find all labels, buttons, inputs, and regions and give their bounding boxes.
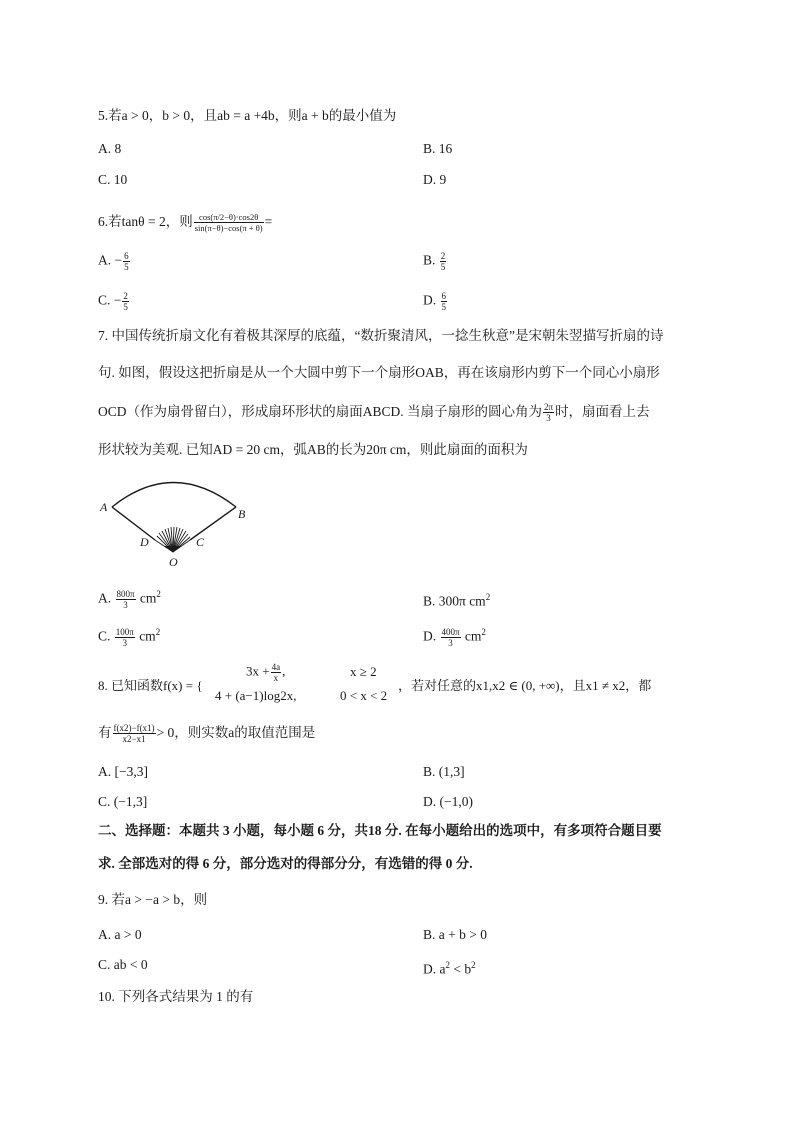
q9-option-d-label: D. a	[423, 961, 446, 977]
q7-option-a-unit: cm	[139, 590, 157, 606]
q6-option-d-num: 6	[441, 291, 446, 301]
q7-line-1: 7. 中国传统折扇文化有着极其深厚的底蕴，“数折聚清风，一捻生秋意”是宋朝朱翌描写折扇的诗	[98, 328, 664, 343]
figure-label-c: C	[196, 535, 205, 549]
q8-line-2-prefix: 有	[98, 725, 112, 740]
q6-option-c-fraction	[122, 291, 129, 312]
q10-stem: 10. 下列各式结果为 1 的有	[98, 989, 254, 1004]
q6-option-c-den: 5	[123, 302, 128, 312]
q6-option-b-den: 5	[440, 262, 446, 272]
q7-option-c-label: C.	[98, 628, 114, 644]
q7-line-2: 句. 如图，假设这把折扇是从一个大圆中剪下一个扇形OAB，再在该扇形内剪下一个同心小扇形	[98, 365, 660, 380]
q7-option-a-num: 800π	[116, 588, 135, 599]
q7-option-c-num: 100π	[115, 626, 134, 637]
q6-option-d-den: 5	[441, 302, 446, 312]
figure-label-b: B	[238, 507, 246, 521]
q6-option-d-fraction	[441, 291, 448, 312]
q8-option-d: D. (−1,0)	[423, 794, 473, 809]
q5-option-a: A. 8	[98, 141, 122, 156]
figure-label-a: A	[100, 500, 108, 514]
q7-option-d	[423, 624, 486, 648]
q6-option-c-label: C. −	[98, 292, 122, 308]
q8-case-1-condition: x ≥ 2	[350, 664, 377, 679]
q7-line-3-tail: 时，扇面看上去	[555, 404, 650, 419]
q6-option-a-num: 6	[124, 251, 129, 261]
arc-ab	[112, 483, 236, 508]
q7-option-d-unit: cm	[464, 628, 482, 644]
q6-option-c-num: 2	[123, 291, 128, 301]
q7-option-b-label: B. 300π cm	[423, 593, 486, 609]
figure-label-o: O	[169, 555, 178, 569]
q5-option-d: D. 9	[423, 172, 447, 187]
q8-case-1-fraction	[271, 662, 282, 683]
q7-option-c-unit: cm	[139, 628, 156, 644]
q7-angle-fraction	[543, 402, 554, 423]
q7-option-a-den: 3	[123, 599, 128, 610]
q6-option-c	[98, 291, 130, 312]
q6-option-a	[98, 251, 131, 272]
q7-option-a	[98, 586, 161, 610]
q7-option-b	[423, 589, 490, 610]
q6-prefix: 6.若tanθ = 2，则	[98, 214, 193, 229]
q8-line-2-text: > 0，则实数a的取值范围是	[156, 725, 316, 740]
fan-pivot	[164, 546, 182, 552]
q6-option-d	[423, 291, 448, 312]
q9-option-d-exp-b: 2	[471, 960, 476, 970]
q7-option-b-exp: 2	[485, 592, 491, 602]
q6-option-a-label: A. −	[98, 252, 123, 268]
q9-option-d	[423, 957, 476, 978]
q8-case-2-expr: 4 + (a−1)log2x,	[215, 688, 297, 703]
q7-option-c	[98, 624, 160, 648]
folding-fan-figure	[98, 470, 263, 570]
q7-option-d-fraction	[441, 627, 461, 648]
q7-angle-den: 3	[546, 413, 551, 424]
q6-option-b	[423, 251, 447, 272]
q5-option-b: B. 16	[423, 141, 453, 156]
q8-difference-quotient-num: f(x2)−f(x1)	[113, 723, 155, 734]
q8-case-2-condition: 0 < x < 2	[340, 688, 388, 703]
q8-prefix: 8. 已知函数f(x) = {	[98, 678, 203, 693]
figure-label-d: D	[140, 535, 149, 549]
q5-option-c: C. 10	[98, 172, 128, 187]
q5-stem: 5.若a > 0，b > 0，且ab = a +4b，则a + b的最小值为	[98, 108, 397, 123]
q6-option-a-den: 5	[124, 262, 129, 272]
q7-line-4: 形状较为美观. 已知AD = 20 cm，弧AB的长为20π cm，则此扇面的面积为	[98, 442, 528, 457]
q7-option-d-den: 3	[448, 637, 453, 648]
q8-case-1-den: x	[273, 673, 279, 683]
q9-option-a: A. a > 0	[98, 927, 142, 942]
q7-option-d-exp: 2	[481, 627, 486, 637]
q6-fraction-numerator: cos(π/2−θ)·cos2θ	[194, 212, 264, 223]
q7-line-3	[98, 398, 650, 426]
section-2-heading-line-2: 求. 全部选对的得 6 分，部分选对的得部分分，有选错的得 0 分.	[98, 856, 473, 871]
q6-option-d-label: D.	[423, 292, 440, 308]
q6-fraction-denominator: sin(π−θ)−cos(π + θ)	[194, 223, 263, 234]
q8-case-1-num: 4a	[271, 662, 281, 672]
q9-option-d-mid: < b	[450, 961, 472, 977]
q7-angle-num: 2π	[544, 402, 554, 413]
q7-line-3-text: OCD（作为扇骨留白），形成扇环形状的扇面ABCD. 当扇子扇形的圆心角为	[98, 404, 543, 419]
section-2-heading-line-1: 二、选择题：本题共 3 小题，每小题 6 分，共18 分. 在每小题给出的选项中，有多项符合题目要	[98, 823, 662, 838]
q7-option-a-label: A.	[98, 590, 115, 606]
q7-option-c-exp: 2	[155, 627, 161, 637]
q9-option-d-exp-a: 2	[445, 960, 450, 970]
q8-case-1-expr: 3x +	[246, 663, 270, 679]
q8-option-c: C. (−1,3]	[98, 794, 148, 809]
q6-fraction	[194, 212, 264, 233]
q9-option-b: B. a + b > 0	[423, 927, 487, 942]
q6-option-a-fraction	[123, 251, 130, 272]
q6-option-b-label: B.	[423, 252, 439, 268]
q8-difference-quotient	[113, 723, 156, 744]
q6-option-b-fraction	[440, 251, 447, 272]
q9-option-c: C. ab < 0	[98, 957, 148, 972]
q8-case-1	[246, 662, 285, 683]
q8-condition-text: ，若对任意的x1,x2 ∈ (0, +∞)，且x1 ≠ x2，都	[398, 678, 652, 693]
q7-option-a-fraction	[116, 589, 136, 610]
q6-option-b-num: 2	[440, 251, 446, 261]
q8-line-2	[98, 716, 315, 750]
q8-case-1-tail: ,	[282, 663, 286, 679]
q7-option-d-label: D.	[423, 628, 440, 644]
q6-stem	[98, 203, 272, 241]
q6-suffix: =	[264, 214, 273, 229]
q7-option-c-den: 3	[122, 637, 128, 648]
q8-option-a: A. [−3,3]	[98, 764, 148, 779]
q7-option-d-num: 400π	[441, 626, 460, 637]
q7-option-a-exp: 2	[156, 589, 161, 599]
q8-option-b: B. (1,3]	[423, 764, 465, 779]
q8-difference-quotient-den: x2−x1	[122, 734, 146, 745]
q9-stem: 9. 若a > −a > b，则	[98, 892, 208, 907]
q7-option-c-fraction	[115, 627, 135, 648]
